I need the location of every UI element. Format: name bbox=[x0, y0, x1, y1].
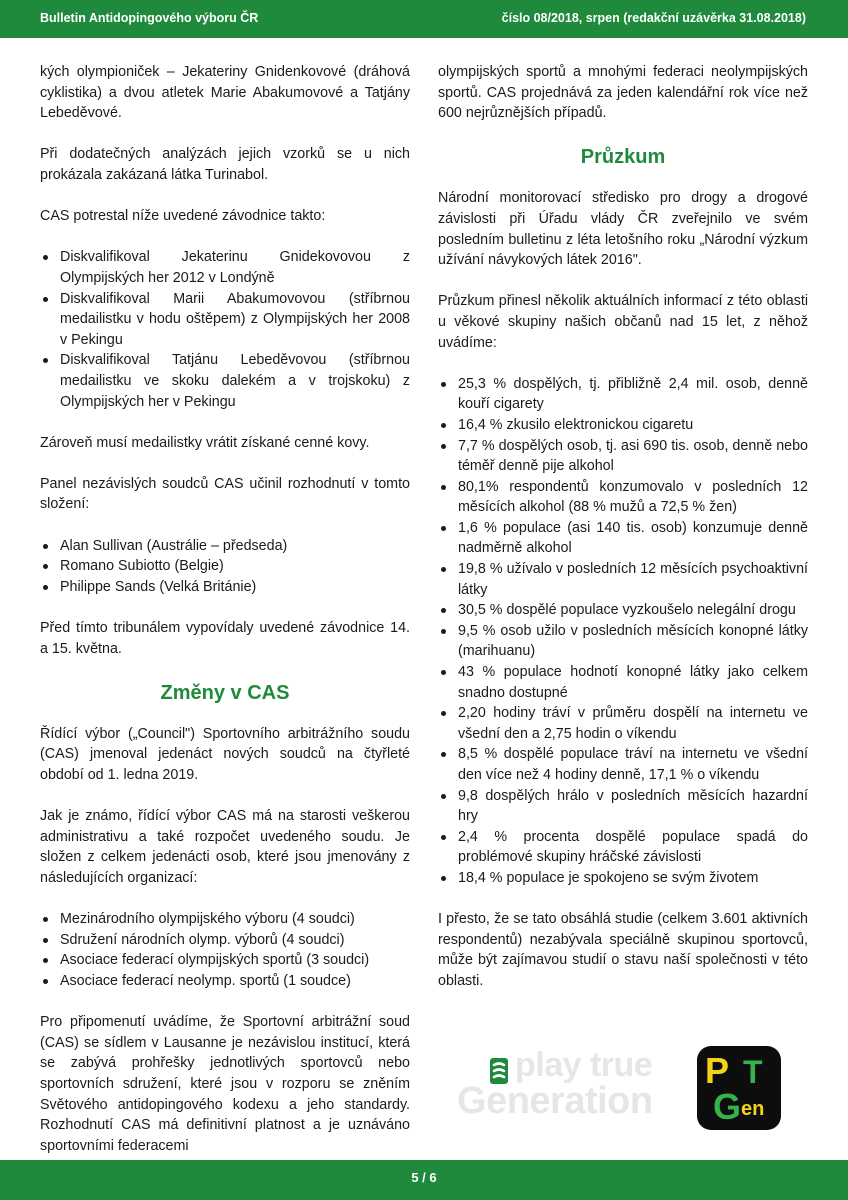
paragraph: Panel nezávislých soudců CAS učinil rozhodnutí v tomto složení: bbox=[40, 475, 410, 513]
logo-text-generation: Generation bbox=[457, 1080, 653, 1122]
play-true-generation-logo bbox=[455, 1046, 785, 1136]
page-footer bbox=[0, 1160, 848, 1200]
list-item: Sdružení národních olymp. výborů (4 soudci) bbox=[40, 930, 410, 951]
right-column bbox=[438, 62, 808, 1012]
list-item: Philippe Sands (Velká Británie) bbox=[40, 577, 410, 598]
page-number: 5 / 6 bbox=[411, 1170, 437, 1185]
list-item: 18,4 % populace je spokojeno se svým životem bbox=[438, 868, 808, 889]
list-item: 16,4 % zkusilo elektronickou cigaretu bbox=[438, 415, 808, 436]
badge-letter-t: T bbox=[743, 1054, 763, 1090]
list-item: 1,6 % populace (asi 140 tis. osob) konzumuje denně nadměrně alkohol bbox=[438, 518, 808, 559]
list-item: 8,5 % dospělé populace tráví na internetu ve všední den více než 4 hodiny denně, 17,1 % o víkendu bbox=[438, 744, 808, 785]
badge-letter-p: P bbox=[705, 1050, 730, 1091]
paragraph: CAS potrestal níže uvedené závodnice takto: bbox=[40, 208, 326, 225]
list-item: Diskvalifikoval Marii Abakumovovou (stříbrnou medailistku v hodu oštěpem) z Olympijských her 2008 v Pekingu bbox=[40, 289, 410, 351]
paragraph: Při dodatečných analýzách jejich vzorků se u nich prokázala zakázaná látka Turinabol. bbox=[40, 146, 410, 183]
paragraph: olympijských sportů a mnohými federaci neolympijských sportů. CAS projednává za jeden kalendářní rok více než 600 nejrůznějších případů. bbox=[438, 64, 808, 122]
paragraph: Pro připomenutí uvádíme, že Sportovní arbitrážní soud (CAS) se sídlem v Lausanne je nezávislou institucí, která se zabývá prohřešky jednotlivých sportovců nebo sportovních sdružení, které jsou v rozporu se zněním Světového antidopingového kodexu a jeho standardy. Rozhodnutí CAS má definitivní platnost a je uznáváno sportovními federacemi bbox=[40, 1014, 410, 1154]
paragraph: Průzkum přinesl několik aktuálních informací z této oblasti u věkové skupiny našich občanů nad 15 let, z něhož uvádíme: bbox=[438, 293, 808, 351]
list-item: Asociace federací neolymp. sportů (1 soudce) bbox=[40, 971, 410, 992]
list-item: Mezinárodního olympijského výboru (4 soudci) bbox=[40, 909, 410, 930]
paragraph: Před tímto tribunálem vypovídaly uvedené závodnice 14. a 15. května. bbox=[40, 620, 410, 657]
disqualification-list bbox=[40, 247, 410, 412]
list-item: Diskvalifikoval Tatjánu Lebeděvovou (stříbrnou medailistku ve skoku dalekém a v trojskoku) z Olympijských her v Pekingu bbox=[40, 350, 410, 412]
logo-text-play-true: play true bbox=[515, 1046, 653, 1084]
badge-letter-g: G bbox=[713, 1086, 742, 1127]
list-item: Alan Sullivan (Austrálie – předseda) bbox=[40, 536, 410, 557]
section-heading-cas: Změny v CAS bbox=[160, 681, 290, 704]
paragraph: Národní monitorovací středisko pro drogy a drogové závislosti při Úřadu vlády ČR zveřejnilo ve svém posledním bulletinu z léta letošního roku „Národní výzkum užívání návykových látek 2016". bbox=[438, 190, 808, 269]
list-item: 7,7 % dospělých osob, tj. asi 690 tis. osob, denně nebo téměř denně pije alkohol bbox=[438, 436, 808, 477]
left-column bbox=[40, 62, 410, 1177]
paragraph: kých olympioniček – Jekateriny Gnidenkovové (dráhová cyklistika) a dvou atletek Marie Abakumovové a Tatjány Lebeděvové. bbox=[40, 64, 410, 122]
list-item: 19,8 % užívalo v posledních 12 měsících psychoaktivní látky bbox=[438, 559, 808, 600]
paragraph: I přesto, že se tato obsáhlá studie (celkem 3.601 aktivních respondentů) nezabývala speciálně skupinou sportovců, může být zajímavou studií o stavu naší společnosti v této oblasti. bbox=[438, 911, 808, 989]
paragraph: Jak je známo, řídící výbor CAS má na starosti veškerou administrativu a také rozpočet uvedeného soudu. Je složen z celkem jedenácti osob, které jsou jmenovány z následujících organizací: bbox=[40, 808, 410, 886]
list-item: Asociace federací olympijských sportů (3 soudci) bbox=[40, 950, 410, 971]
badge-letters-en: en bbox=[741, 1098, 765, 1120]
paragraph: Zároveň musí medailistky vrátit získané cenné kovy. bbox=[40, 434, 370, 451]
list-item: 2,20 hodiny tráví v průměru dospělí na internetu ve všední den a 2,75 hodin o víkendu bbox=[438, 703, 808, 744]
survey-results-list bbox=[438, 374, 808, 889]
list-item: 30,5 % dospělé populace vyzkoušelo nelegální drogu bbox=[438, 600, 808, 621]
list-item: Romano Subiotto (Belgie) bbox=[40, 556, 410, 577]
issue-info: číslo 08/2018, srpen (redakční uzávěrka 31.08.2018) bbox=[501, 11, 806, 25]
list-item: 9,5 % osob užilo v posledních měsících konopné látky (marihuanu) bbox=[438, 621, 808, 662]
section-heading-survey: Průzkum bbox=[580, 146, 666, 169]
list-item: 2,4 % procenta dospělé populace spadá do problémové skupiny hráčské závislosti bbox=[438, 827, 808, 868]
bulletin-header bbox=[0, 0, 848, 38]
list-item: 80,1% respondentů konzumovalo v posledních 12 měsících alkohol (88 % mužů a 72,5 % žen) bbox=[438, 477, 808, 518]
list-item: 43 % populace hodnotí konopné látky jako celkem snadno dostupné bbox=[438, 662, 808, 703]
organizations-list bbox=[40, 909, 410, 991]
list-item: 9,8 dospělých hrálo v posledních měsících hazardní hry bbox=[438, 786, 808, 827]
paragraph: Řídící výbor („Council") Sportovního arbitrážního soudu (CAS) jmenoval jedenáct nových soudců na čtyřleté období od 1. ledna 2019. bbox=[40, 725, 410, 783]
bulletin-title: Bulletin Antidopingového výboru ČR bbox=[40, 11, 259, 25]
ptgen-badge bbox=[697, 1046, 781, 1130]
list-item: Diskvalifikoval Jekaterinu Gnidekovovou z Olympijských her 2012 v Londýně bbox=[40, 247, 410, 288]
list-item: 25,3 % dospělých, tj. přibližně 2,4 mil. osob, denně kouří cigarety bbox=[438, 374, 808, 415]
panel-list bbox=[40, 536, 410, 598]
